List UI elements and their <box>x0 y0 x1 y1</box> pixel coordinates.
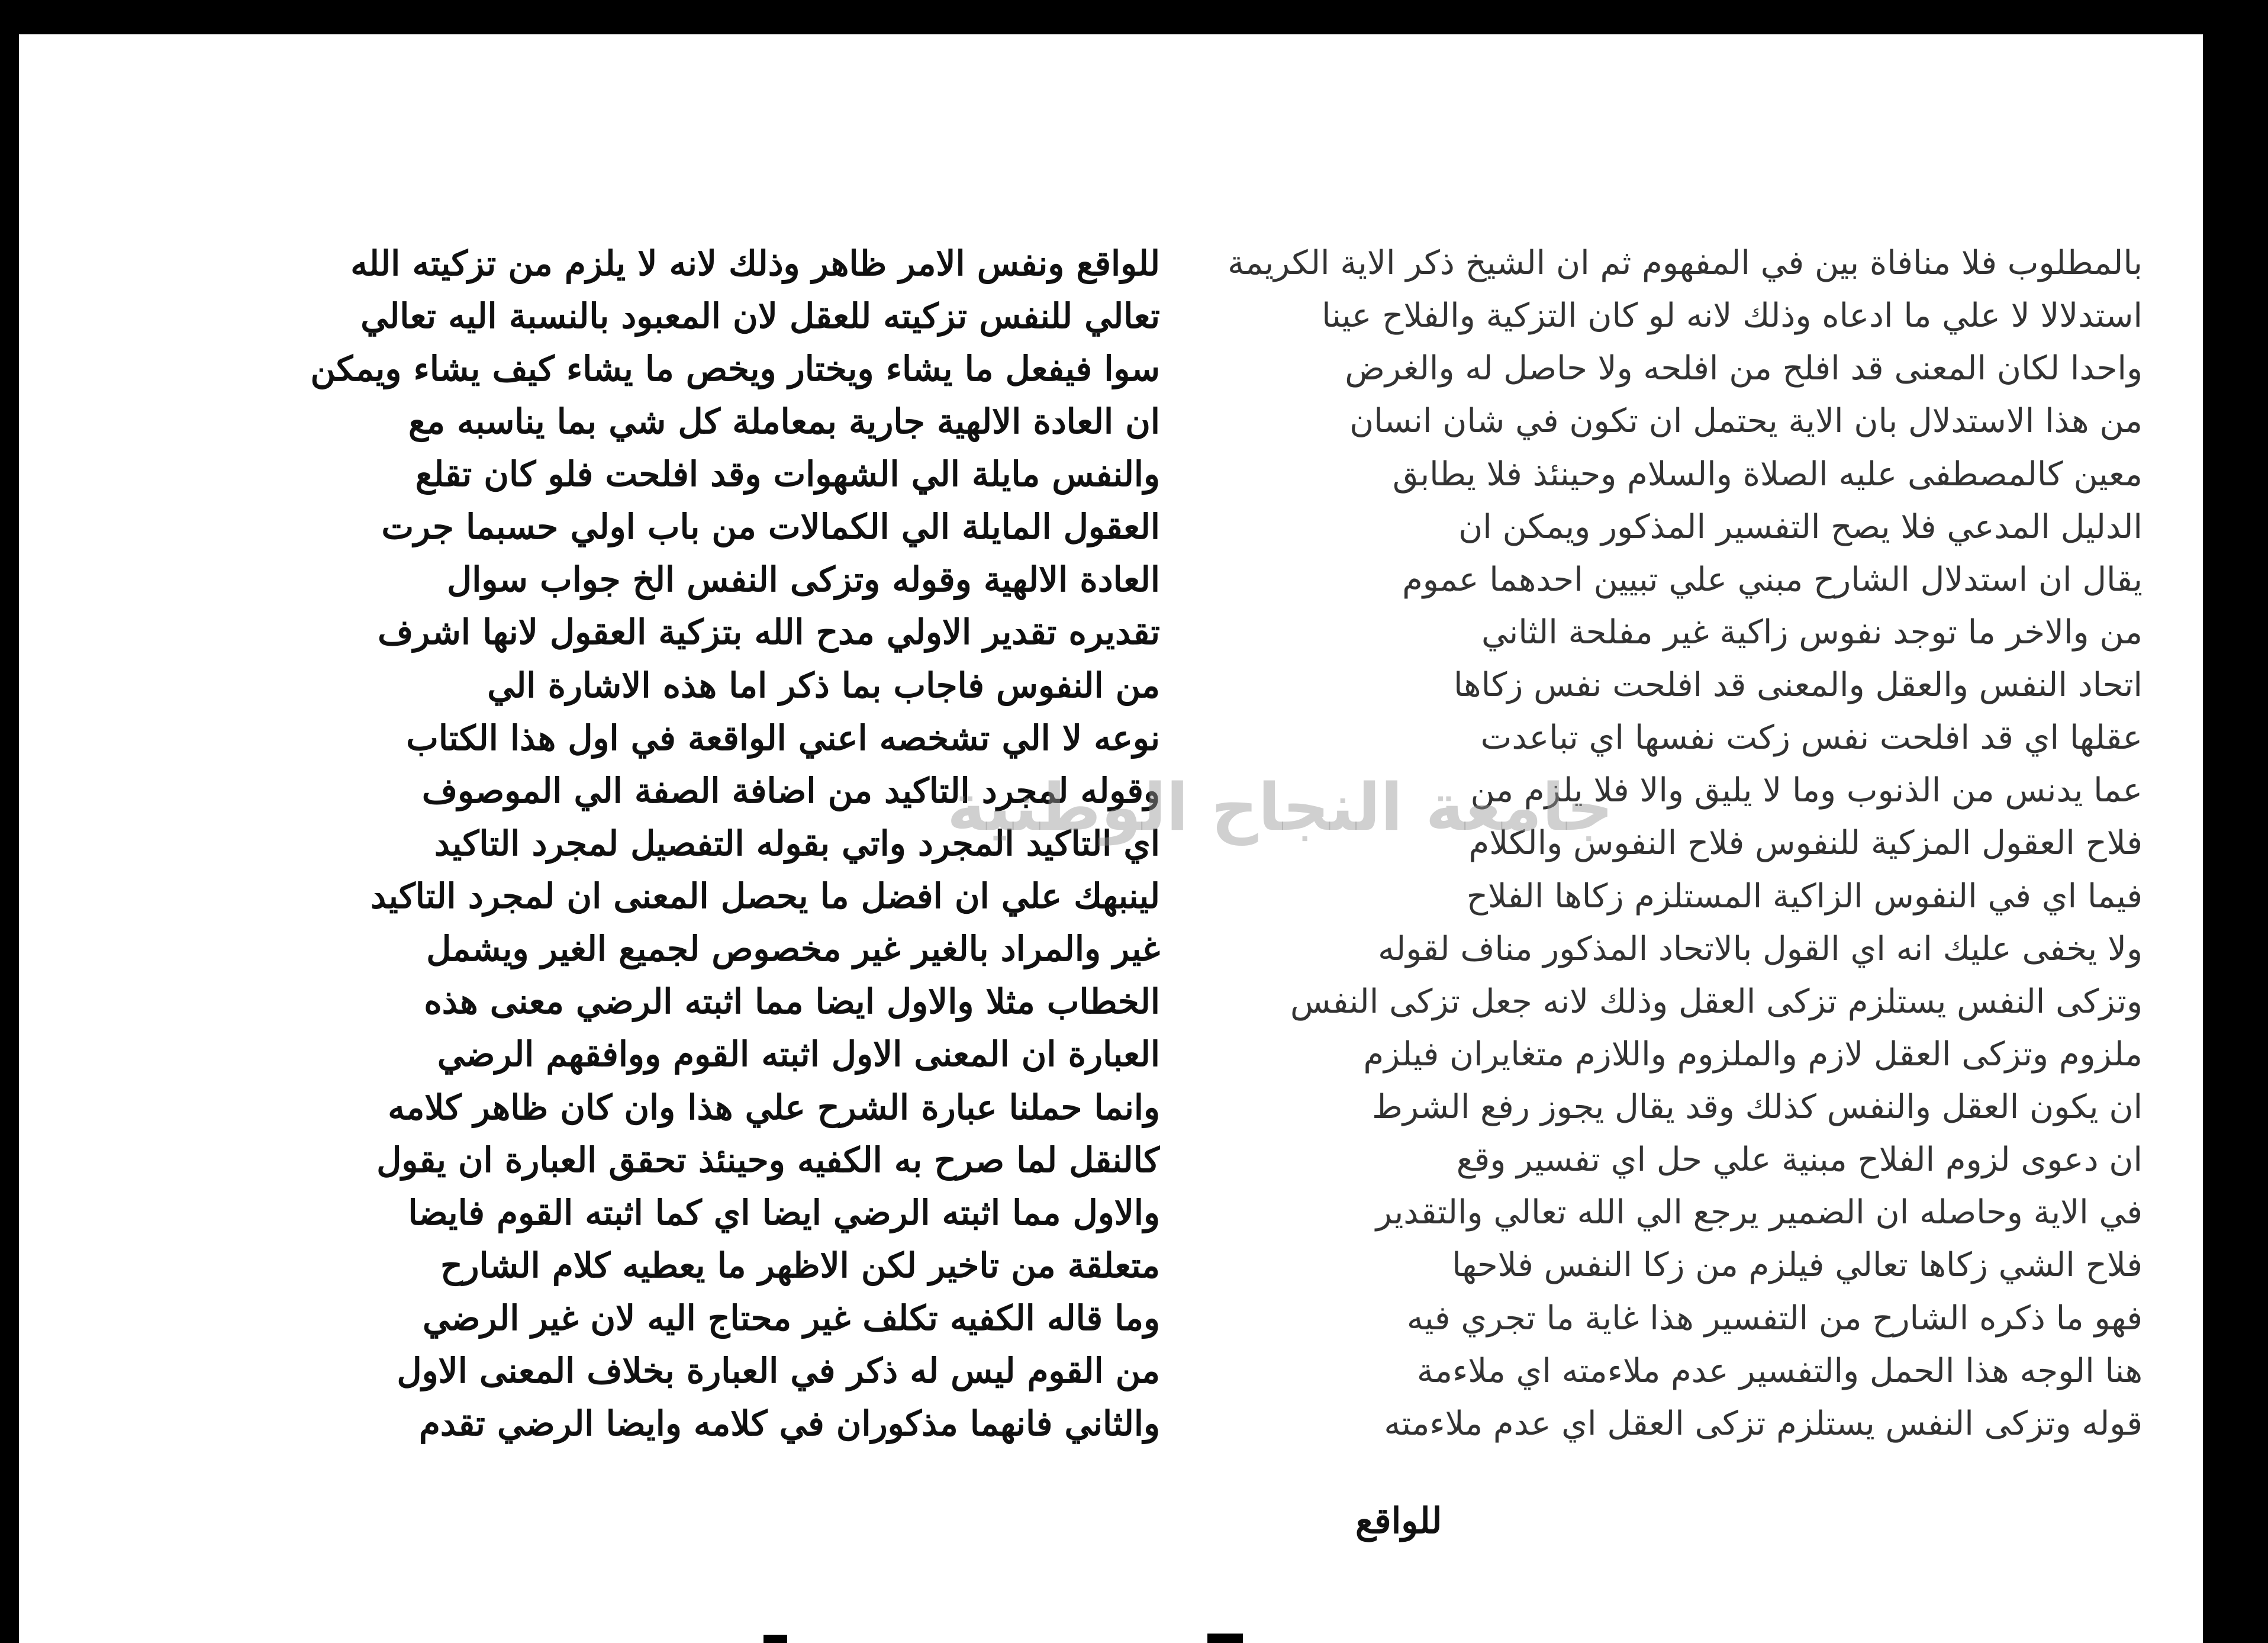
manuscript-line: نوعه لا الي تشخصه اعني الواقعة في اول هذا الكتاب <box>406 717 1160 758</box>
manuscript-line: الدليل المدعي فلا يصح التفسير المذكور ويمكن ان <box>1458 507 2143 546</box>
scan-border-right <box>2203 0 2268 1643</box>
manuscript-line: وتزكى النفس يستلزم تزكى العقل وذلك لانه جعل تزكى النفس <box>1290 982 2143 1021</box>
manuscript-line: متعلقة من تاخير لكن الاظهر ما يعطيه كلام الشارح <box>440 1245 1160 1286</box>
manuscript-line: لينبهك علي ان افضل ما يحصل المعنى ان لمجرد التاكيد <box>371 876 1160 917</box>
manuscript-line: عما يدنس من الذنوب وما لا يليق والا فلا يلزم من <box>1470 771 2143 810</box>
manuscript-line: العبارة ان المعنى الاول اثبته القوم ووافقهم الرضي <box>437 1034 1160 1075</box>
manuscript-line: معين كالمصطفى عليه الصلاة والسلام وحينئذ فلا يطابق <box>1392 455 2143 494</box>
manuscript-line: والاول مما اثبته الرضي ايضا اي كما اثبته القوم فايضا <box>408 1192 1160 1233</box>
manuscript-line: والنفس مايلة الي الشهوات وقد افلحت فلو كان تقلع <box>415 454 1160 495</box>
manuscript-line: وقوله لمجرد التاكيد من اضافة الصفة الي الموصوف <box>421 770 1160 811</box>
manuscript-line: من هذا الاستدلال بان الاية يحتمل ان تكون في شان انسان <box>1349 402 2143 441</box>
manuscript-line: فلاح العقول المزكية للنفوس فلاح النفوس والكلام <box>1468 824 2143 863</box>
manuscript-line: عقلها اي قد افلحت نفس زكت نفسها اي تباعدت <box>1480 719 2143 758</box>
manuscript-line: وانما حملنا عبارة الشرح علي هذا وان كان ظاهر كلامه <box>388 1087 1160 1127</box>
manuscript-line: هنا الوجه هذا الحمل والتفسير عدم ملاءمته اي ملاءمة <box>1416 1351 2143 1390</box>
manuscript-line: سوا فيفعل ما يشاء ويختار ويخص ما يشاء كيف يشاء ويمكن <box>310 348 1160 389</box>
manuscript-line: من القوم ليس له ذكر في العبارة بخلاف المعنى الاول <box>397 1351 1160 1391</box>
catchword: للواقع <box>1355 1500 1442 1542</box>
manuscript-line: واحدا لكان المعنى قد افلح من افلحه ولا حاصل له والغرض <box>1345 349 2143 388</box>
scan-speck <box>763 1635 787 1643</box>
scan-border-left <box>0 0 19 1643</box>
manuscript-line: اي التاكيد المجرد واتي بقوله التفصيل لمجرد التاكيد <box>434 823 1160 864</box>
scan-speck <box>1207 1634 1243 1643</box>
manuscript-line: العادة الالهية وقوله وتزكى النفس الخ جواب سوال <box>447 559 1160 600</box>
manuscript-line: اتحاد النفس والعقل والمعنى قد افلحت نفس زكاها <box>1453 666 2143 705</box>
manuscript-line: تقديره تقدير الاولي مدح الله بتزكية العقول لانها اشرف <box>378 612 1160 653</box>
manuscript-line: ان يكون العقل والنفس كذلك وقد يقال يجوز رفع الشرط <box>1372 1088 2143 1127</box>
manuscript-line: قوله وتزكى النفس يستلزم تزكى العقل اي عدم ملاءمته <box>1384 1404 2143 1443</box>
manuscript-line: استدلالا لا علي ما ادعاه وذلك لانه لو كان التزكية والفلاح عينا <box>1322 297 2143 336</box>
manuscript-line: العقول المايلة الي الكمالات من باب اولي حسبما جرت <box>381 507 1160 547</box>
manuscript-line: ان العادة الالهية جارية بمعاملة كل شي بما يناسبه مع <box>408 401 1160 442</box>
manuscript-line: للواقع ونفس الامر ظاهر وذلك لانه لا يلزم من تزكيته الله <box>350 243 1160 284</box>
manuscript-line: ولا يخفى عليك انه اي القول بالاتحاد المذكور مناف لقوله <box>1378 929 2143 968</box>
manuscript-line: وما قاله الكفيه تكلف غير محتاج اليه لان غير الرضي <box>422 1298 1160 1339</box>
manuscript-line: فلاح الشي زكاها تعالي فيلزم من زكا النفس فلاحها <box>1452 1246 2143 1285</box>
manuscript-line: غير والمراد بالغير غير مخصوص لجميع الغير ويشمل <box>426 929 1160 969</box>
manuscript-line: بالمطلوب فلا منافاة بين في المفهوم ثم ان الشيخ ذكر الاية الكريمة <box>1228 244 2143 283</box>
manuscript-line: ملزوم وتزكى العقل لازم والملزوم واللازم متغايران فيلزم <box>1363 1035 2143 1074</box>
manuscript-line: من والاخر ما توجد نفوس زاكية غير مفلحة الثاني <box>1481 613 2143 652</box>
manuscript-line: فهو ما ذكره الشارح من التفسير هذا غاية ما تجري فيه <box>1406 1299 2143 1338</box>
watermark: جامعة النجاح الوطنية <box>947 769 1613 845</box>
manuscript-line: ان دعوى لزوم الفلاح مبنية علي حل اي تفسير وقع <box>1456 1141 2143 1180</box>
manuscript-line: كالنقل لما صرح به الكفيه وحينئذ تحقق العبارة ان يقول <box>376 1139 1160 1180</box>
scan-border-top <box>0 0 2268 34</box>
manuscript-line: يقال ان استدلال الشارح مبني علي تبيين احدهما عموم <box>1402 560 2143 599</box>
manuscript-line: والثاني فانهما مذكوران في كلامه وايضا الرضي تقدم <box>419 1403 1160 1444</box>
manuscript-line: تعالي للنفس تزكيته للعقل لان المعبود بالنسبة اليه تعالي <box>360 295 1160 336</box>
manuscript-line: في الاية وحاصله ان الضمير يرجع الي الله تعالي والتقدير <box>1375 1193 2143 1232</box>
manuscript-line: فيما اي في النفوس الزاكية المستلزم زكاها الفلاح <box>1466 877 2143 916</box>
manuscript-line: الخطاب مثلا والاول ايضا مما اثبته الرضي معنى هذه <box>424 981 1160 1022</box>
manuscript-line: من النفوس فاجاب بما ذكر اما هذه الاشارة الي <box>487 665 1160 705</box>
